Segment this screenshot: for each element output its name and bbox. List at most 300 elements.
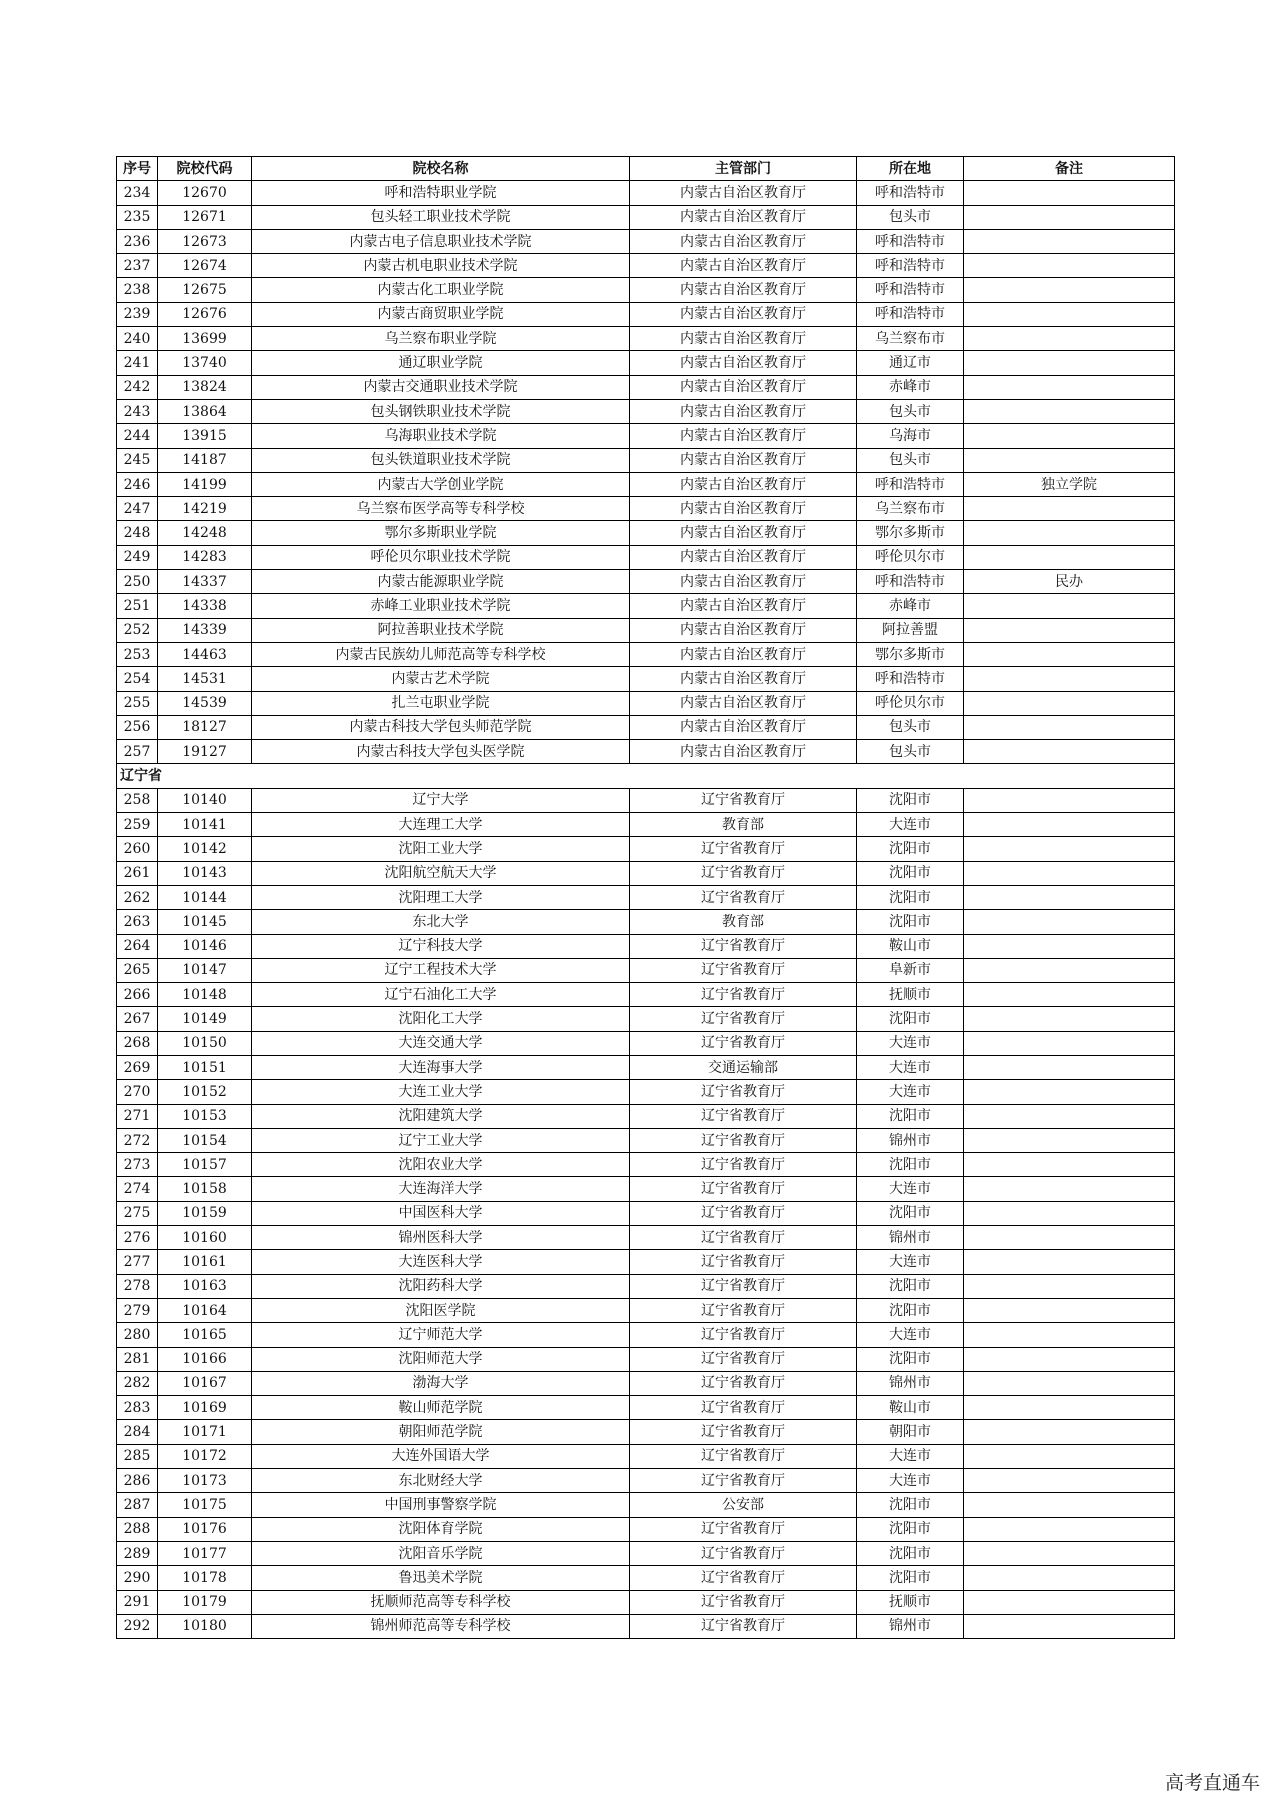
cell-dept: 辽宁省教育厅 xyxy=(630,1590,857,1614)
cell-code: 12675 xyxy=(158,278,252,302)
cell-dept: 内蒙古自治区教育厅 xyxy=(630,691,857,715)
cell-seq: 272 xyxy=(117,1128,158,1152)
table-row xyxy=(117,1031,1175,1055)
cell-seq: 268 xyxy=(117,1031,158,1055)
cell-name: 赤峰工业职业技术学院 xyxy=(252,594,630,618)
cell-loc: 沈阳市 xyxy=(857,910,964,934)
cell-dept: 辽宁省教育厅 xyxy=(630,1420,857,1444)
cell-code: 12674 xyxy=(158,254,252,278)
cell-name: 沈阳理工大学 xyxy=(252,885,630,909)
cell-name: 阿拉善职业技术学院 xyxy=(252,618,630,642)
cell-name: 内蒙古能源职业学院 xyxy=(252,570,630,594)
cell-code: 10173 xyxy=(158,1469,252,1493)
table-row xyxy=(117,1201,1175,1225)
cell-note xyxy=(964,1298,1175,1322)
cell-seq: 273 xyxy=(117,1153,158,1177)
cell-code: 10149 xyxy=(158,1007,252,1031)
table-row xyxy=(117,1347,1175,1371)
cell-code: 10163 xyxy=(158,1274,252,1298)
cell-name: 锦州医科大学 xyxy=(252,1226,630,1250)
cell-note xyxy=(964,691,1175,715)
cell-dept: 内蒙古自治区教育厅 xyxy=(630,399,857,423)
cell-name: 沈阳师范大学 xyxy=(252,1347,630,1371)
cell-loc: 呼和浩特市 xyxy=(857,472,964,496)
cell-name: 大连工业大学 xyxy=(252,1080,630,1104)
cell-loc: 大连市 xyxy=(857,1250,964,1274)
cell-code: 12671 xyxy=(158,205,252,229)
cell-loc: 呼和浩特市 xyxy=(857,570,964,594)
table-row xyxy=(117,667,1175,691)
cell-dept: 辽宁省教育厅 xyxy=(630,1153,857,1177)
table-row xyxy=(117,1493,1175,1517)
cell-dept: 内蒙古自治区教育厅 xyxy=(630,229,857,253)
cell-seq: 247 xyxy=(117,497,158,521)
cell-loc: 沈阳市 xyxy=(857,1566,964,1590)
cell-seq: 284 xyxy=(117,1420,158,1444)
table-row xyxy=(117,375,1175,399)
cell-seq: 262 xyxy=(117,885,158,909)
cell-code: 14199 xyxy=(158,472,252,496)
table-row xyxy=(117,1177,1175,1201)
cell-seq: 251 xyxy=(117,594,158,618)
cell-note xyxy=(964,497,1175,521)
cell-note xyxy=(964,1371,1175,1395)
table-row xyxy=(117,1128,1175,1152)
cell-code: 14339 xyxy=(158,618,252,642)
cell-note xyxy=(964,788,1175,812)
cell-dept: 内蒙古自治区教育厅 xyxy=(630,181,857,205)
cell-seq: 263 xyxy=(117,910,158,934)
cell-dept: 辽宁省教育厅 xyxy=(630,1347,857,1371)
table-row xyxy=(117,424,1175,448)
cell-name: 内蒙古科技大学包头医学院 xyxy=(252,740,630,764)
cell-code: 10172 xyxy=(158,1444,252,1468)
cell-seq: 280 xyxy=(117,1323,158,1347)
cell-loc: 鞍山市 xyxy=(857,1396,964,1420)
cell-seq: 244 xyxy=(117,424,158,448)
cell-code: 14539 xyxy=(158,691,252,715)
cell-loc: 锦州市 xyxy=(857,1226,964,1250)
cell-name: 沈阳体育学院 xyxy=(252,1517,630,1541)
cell-dept: 交通运输部 xyxy=(630,1055,857,1079)
cell-dept: 内蒙古自治区教育厅 xyxy=(630,740,857,764)
cell-name: 内蒙古科技大学包头师范学院 xyxy=(252,715,630,739)
cell-code: 10140 xyxy=(158,788,252,812)
cell-loc: 鞍山市 xyxy=(857,934,964,958)
cell-code: 10150 xyxy=(158,1031,252,1055)
cell-loc: 乌海市 xyxy=(857,424,964,448)
cell-seq: 234 xyxy=(117,181,158,205)
cell-name: 鲁迅美术学院 xyxy=(252,1566,630,1590)
cell-dept: 内蒙古自治区教育厅 xyxy=(630,715,857,739)
cell-name: 内蒙古商贸职业学院 xyxy=(252,302,630,326)
cell-dept: 辽宁省教育厅 xyxy=(630,1469,857,1493)
cell-loc: 大连市 xyxy=(857,1323,964,1347)
cell-code: 18127 xyxy=(158,715,252,739)
cell-note xyxy=(964,521,1175,545)
cell-note xyxy=(964,375,1175,399)
cell-loc: 大连市 xyxy=(857,1031,964,1055)
cell-note xyxy=(964,910,1175,934)
cell-dept: 内蒙古自治区教育厅 xyxy=(630,545,857,569)
table-row xyxy=(117,229,1175,253)
col-header-name: 院校名称 xyxy=(252,157,630,181)
cell-code: 10159 xyxy=(158,1201,252,1225)
cell-dept: 辽宁省教育厅 xyxy=(630,1323,857,1347)
cell-note xyxy=(964,1104,1175,1128)
cell-code: 10164 xyxy=(158,1298,252,1322)
cell-code: 10141 xyxy=(158,813,252,837)
cell-note xyxy=(964,1493,1175,1517)
cell-loc: 呼伦贝尔市 xyxy=(857,691,964,715)
table-row xyxy=(117,642,1175,666)
cell-loc: 沈阳市 xyxy=(857,1541,964,1565)
cell-seq: 237 xyxy=(117,254,158,278)
cell-code: 10153 xyxy=(158,1104,252,1128)
header-row xyxy=(117,157,1175,181)
cell-code: 19127 xyxy=(158,740,252,764)
cell-loc: 鄂尔多斯市 xyxy=(857,642,964,666)
cell-loc: 沈阳市 xyxy=(857,1274,964,1298)
cell-dept: 辽宁省教育厅 xyxy=(630,958,857,982)
cell-seq: 290 xyxy=(117,1566,158,1590)
table-row xyxy=(117,1566,1175,1590)
cell-name: 辽宁工业大学 xyxy=(252,1128,630,1152)
cell-seq: 292 xyxy=(117,1614,158,1638)
table-row xyxy=(117,813,1175,837)
cell-dept: 辽宁省教育厅 xyxy=(630,1177,857,1201)
cell-dept: 辽宁省教育厅 xyxy=(630,1031,857,1055)
cell-name: 包头铁道职业技术学院 xyxy=(252,448,630,472)
cell-seq: 242 xyxy=(117,375,158,399)
cell-name: 沈阳医学院 xyxy=(252,1298,630,1322)
cell-note xyxy=(964,448,1175,472)
cell-name: 沈阳工业大学 xyxy=(252,837,630,861)
cell-name: 沈阳农业大学 xyxy=(252,1153,630,1177)
cell-code: 10143 xyxy=(158,861,252,885)
cell-seq: 287 xyxy=(117,1493,158,1517)
cell-note xyxy=(964,1031,1175,1055)
cell-loc: 赤峰市 xyxy=(857,594,964,618)
cell-loc: 呼和浩特市 xyxy=(857,667,964,691)
cell-seq: 277 xyxy=(117,1250,158,1274)
cell-note xyxy=(964,837,1175,861)
cell-loc: 包头市 xyxy=(857,715,964,739)
cell-loc: 赤峰市 xyxy=(857,375,964,399)
cell-code: 10178 xyxy=(158,1566,252,1590)
cell-note xyxy=(964,740,1175,764)
cell-dept: 辽宁省教育厅 xyxy=(630,861,857,885)
cell-code: 10171 xyxy=(158,1420,252,1444)
cell-name: 沈阳化工大学 xyxy=(252,1007,630,1031)
cell-note xyxy=(964,958,1175,982)
cell-name: 内蒙古电子信息职业技术学院 xyxy=(252,229,630,253)
cell-name: 内蒙古交通职业技术学院 xyxy=(252,375,630,399)
cell-seq: 254 xyxy=(117,667,158,691)
cell-name: 辽宁石油化工大学 xyxy=(252,983,630,1007)
table-row xyxy=(117,910,1175,934)
cell-name: 呼和浩特职业学院 xyxy=(252,181,630,205)
table-row xyxy=(117,545,1175,569)
cell-seq: 276 xyxy=(117,1226,158,1250)
col-header-location: 所在地 xyxy=(857,157,964,181)
cell-code: 10147 xyxy=(158,958,252,982)
cell-dept: 辽宁省教育厅 xyxy=(630,1517,857,1541)
cell-code: 10146 xyxy=(158,934,252,958)
cell-note xyxy=(964,1226,1175,1250)
table-row xyxy=(117,1153,1175,1177)
cell-seq: 248 xyxy=(117,521,158,545)
cell-note xyxy=(964,1396,1175,1420)
cell-dept: 辽宁省教育厅 xyxy=(630,1298,857,1322)
cell-dept: 内蒙古自治区教育厅 xyxy=(630,254,857,278)
cell-seq: 250 xyxy=(117,570,158,594)
cell-dept: 内蒙古自治区教育厅 xyxy=(630,618,857,642)
cell-loc: 阜新市 xyxy=(857,958,964,982)
cell-code: 12673 xyxy=(158,229,252,253)
university-table xyxy=(116,156,1175,1639)
cell-note xyxy=(964,1566,1175,1590)
cell-name: 大连海洋大学 xyxy=(252,1177,630,1201)
cell-code: 10175 xyxy=(158,1493,252,1517)
cell-note xyxy=(964,983,1175,1007)
cell-loc: 呼和浩特市 xyxy=(857,278,964,302)
cell-seq: 236 xyxy=(117,229,158,253)
cell-code: 12676 xyxy=(158,302,252,326)
cell-code: 10154 xyxy=(158,1128,252,1152)
cell-code: 14337 xyxy=(158,570,252,594)
cell-loc: 沈阳市 xyxy=(857,1104,964,1128)
cell-code: 10161 xyxy=(158,1250,252,1274)
cell-code: 10151 xyxy=(158,1055,252,1079)
cell-loc: 沈阳市 xyxy=(857,1347,964,1371)
table-row xyxy=(117,521,1175,545)
cell-name: 大连海事大学 xyxy=(252,1055,630,1079)
table-row xyxy=(117,691,1175,715)
cell-dept: 辽宁省教育厅 xyxy=(630,1566,857,1590)
cell-code: 14219 xyxy=(158,497,252,521)
cell-loc: 鄂尔多斯市 xyxy=(857,521,964,545)
col-header-code: 院校代码 xyxy=(158,157,252,181)
table-row xyxy=(117,837,1175,861)
cell-seq: 241 xyxy=(117,351,158,375)
cell-name: 大连理工大学 xyxy=(252,813,630,837)
cell-name: 沈阳航空航天大学 xyxy=(252,861,630,885)
cell-note xyxy=(964,399,1175,423)
cell-note xyxy=(964,1007,1175,1031)
cell-dept: 内蒙古自治区教育厅 xyxy=(630,327,857,351)
cell-dept: 内蒙古自治区教育厅 xyxy=(630,521,857,545)
table-row xyxy=(117,1298,1175,1322)
cell-name: 沈阳药科大学 xyxy=(252,1274,630,1298)
cell-name: 辽宁大学 xyxy=(252,788,630,812)
cell-code: 10169 xyxy=(158,1396,252,1420)
cell-dept: 辽宁省教育厅 xyxy=(630,1128,857,1152)
cell-loc: 包头市 xyxy=(857,448,964,472)
cell-note xyxy=(964,229,1175,253)
table-row xyxy=(117,448,1175,472)
cell-note xyxy=(964,1250,1175,1274)
cell-note xyxy=(964,1274,1175,1298)
cell-note xyxy=(964,667,1175,691)
table-row xyxy=(117,254,1175,278)
cell-name: 内蒙古机电职业技术学院 xyxy=(252,254,630,278)
table-row xyxy=(117,1541,1175,1565)
cell-seq: 243 xyxy=(117,399,158,423)
cell-code: 10157 xyxy=(158,1153,252,1177)
cell-seq: 259 xyxy=(117,813,158,837)
cell-loc: 锦州市 xyxy=(857,1128,964,1152)
cell-code: 10179 xyxy=(158,1590,252,1614)
cell-seq: 288 xyxy=(117,1517,158,1541)
cell-note xyxy=(964,181,1175,205)
cell-dept: 内蒙古自治区教育厅 xyxy=(630,375,857,399)
cell-seq: 291 xyxy=(117,1590,158,1614)
table-row xyxy=(117,1371,1175,1395)
table-row xyxy=(117,351,1175,375)
cell-code: 13824 xyxy=(158,375,252,399)
table-row xyxy=(117,1590,1175,1614)
cell-note xyxy=(964,1541,1175,1565)
cell-loc: 包头市 xyxy=(857,399,964,423)
table-row xyxy=(117,1007,1175,1031)
cell-name: 乌兰察布职业学院 xyxy=(252,327,630,351)
table-row xyxy=(117,934,1175,958)
table-row xyxy=(117,327,1175,351)
cell-code: 13740 xyxy=(158,351,252,375)
province-label: 辽宁省 xyxy=(117,764,1175,788)
cell-dept: 内蒙古自治区教育厅 xyxy=(630,351,857,375)
cell-seq: 266 xyxy=(117,983,158,1007)
cell-code: 10148 xyxy=(158,983,252,1007)
cell-name: 辽宁师范大学 xyxy=(252,1323,630,1347)
cell-note xyxy=(964,934,1175,958)
cell-loc: 呼和浩特市 xyxy=(857,302,964,326)
cell-dept: 辽宁省教育厅 xyxy=(630,1614,857,1638)
table-row xyxy=(117,1274,1175,1298)
table-row xyxy=(117,958,1175,982)
cell-code: 10167 xyxy=(158,1371,252,1395)
cell-name: 内蒙古化工职业学院 xyxy=(252,278,630,302)
cell-loc: 沈阳市 xyxy=(857,1201,964,1225)
table-row xyxy=(117,1080,1175,1104)
cell-code: 10165 xyxy=(158,1323,252,1347)
cell-dept: 内蒙古自治区教育厅 xyxy=(630,424,857,448)
cell-note xyxy=(964,1517,1175,1541)
cell-note xyxy=(964,424,1175,448)
cell-loc: 沈阳市 xyxy=(857,837,964,861)
cell-loc: 大连市 xyxy=(857,1055,964,1079)
table-row xyxy=(117,594,1175,618)
cell-note xyxy=(964,205,1175,229)
cell-note xyxy=(964,861,1175,885)
cell-dept: 内蒙古自治区教育厅 xyxy=(630,448,857,472)
cell-seq: 286 xyxy=(117,1469,158,1493)
cell-name: 包头钢铁职业技术学院 xyxy=(252,399,630,423)
cell-seq: 253 xyxy=(117,642,158,666)
cell-dept: 辽宁省教育厅 xyxy=(630,788,857,812)
cell-name: 大连外国语大学 xyxy=(252,1444,630,1468)
cell-loc: 呼和浩特市 xyxy=(857,229,964,253)
cell-note xyxy=(964,715,1175,739)
table-row xyxy=(117,788,1175,812)
cell-code: 10144 xyxy=(158,885,252,909)
cell-dept: 辽宁省教育厅 xyxy=(630,1250,857,1274)
cell-dept: 辽宁省教育厅 xyxy=(630,1104,857,1128)
table-row xyxy=(117,1323,1175,1347)
cell-dept: 辽宁省教育厅 xyxy=(630,1007,857,1031)
cell-seq: 256 xyxy=(117,715,158,739)
cell-name: 大连交通大学 xyxy=(252,1031,630,1055)
cell-code: 14531 xyxy=(158,667,252,691)
cell-name: 大连医科大学 xyxy=(252,1250,630,1274)
cell-name: 内蒙古民族幼儿师范高等专科学校 xyxy=(252,642,630,666)
cell-note xyxy=(964,351,1175,375)
cell-note xyxy=(964,1177,1175,1201)
cell-dept: 辽宁省教育厅 xyxy=(630,983,857,1007)
table-row xyxy=(117,1517,1175,1541)
table-row xyxy=(117,715,1175,739)
cell-name: 内蒙古大学创业学院 xyxy=(252,472,630,496)
cell-loc: 沈阳市 xyxy=(857,1517,964,1541)
table-row xyxy=(117,740,1175,764)
cell-loc: 呼和浩特市 xyxy=(857,254,964,278)
cell-seq: 261 xyxy=(117,861,158,885)
cell-dept: 内蒙古自治区教育厅 xyxy=(630,642,857,666)
cell-dept: 内蒙古自治区教育厅 xyxy=(630,278,857,302)
cell-dept: 内蒙古自治区教育厅 xyxy=(630,472,857,496)
cell-code: 13915 xyxy=(158,424,252,448)
cell-note xyxy=(964,1420,1175,1444)
cell-dept: 辽宁省教育厅 xyxy=(630,885,857,909)
cell-seq: 240 xyxy=(117,327,158,351)
table-row xyxy=(117,181,1175,205)
cell-name: 中国医科大学 xyxy=(252,1201,630,1225)
cell-note xyxy=(964,1469,1175,1493)
cell-note xyxy=(964,1323,1175,1347)
cell-code: 13864 xyxy=(158,399,252,423)
cell-name: 沈阳建筑大学 xyxy=(252,1104,630,1128)
cell-note xyxy=(964,885,1175,909)
cell-seq: 258 xyxy=(117,788,158,812)
table-row xyxy=(117,472,1175,496)
cell-code: 10176 xyxy=(158,1517,252,1541)
cell-code: 10166 xyxy=(158,1347,252,1371)
cell-seq: 285 xyxy=(117,1444,158,1468)
cell-name: 东北大学 xyxy=(252,910,630,934)
table-row xyxy=(117,1396,1175,1420)
cell-note xyxy=(964,1153,1175,1177)
cell-code: 10160 xyxy=(158,1226,252,1250)
cell-code: 14248 xyxy=(158,521,252,545)
table-row xyxy=(117,205,1175,229)
cell-loc: 沈阳市 xyxy=(857,1493,964,1517)
cell-code: 13699 xyxy=(158,327,252,351)
table-row xyxy=(117,1250,1175,1274)
cell-loc: 大连市 xyxy=(857,813,964,837)
cell-note xyxy=(964,1201,1175,1225)
cell-loc: 呼和浩特市 xyxy=(857,181,964,205)
cell-loc: 锦州市 xyxy=(857,1614,964,1638)
cell-name: 东北财经大学 xyxy=(252,1469,630,1493)
cell-loc: 大连市 xyxy=(857,1469,964,1493)
cell-note xyxy=(964,1347,1175,1371)
cell-loc: 抚顺市 xyxy=(857,1590,964,1614)
cell-note xyxy=(964,1080,1175,1104)
cell-loc: 通辽市 xyxy=(857,351,964,375)
cell-note xyxy=(964,642,1175,666)
cell-name: 锦州师范高等专科学校 xyxy=(252,1614,630,1638)
